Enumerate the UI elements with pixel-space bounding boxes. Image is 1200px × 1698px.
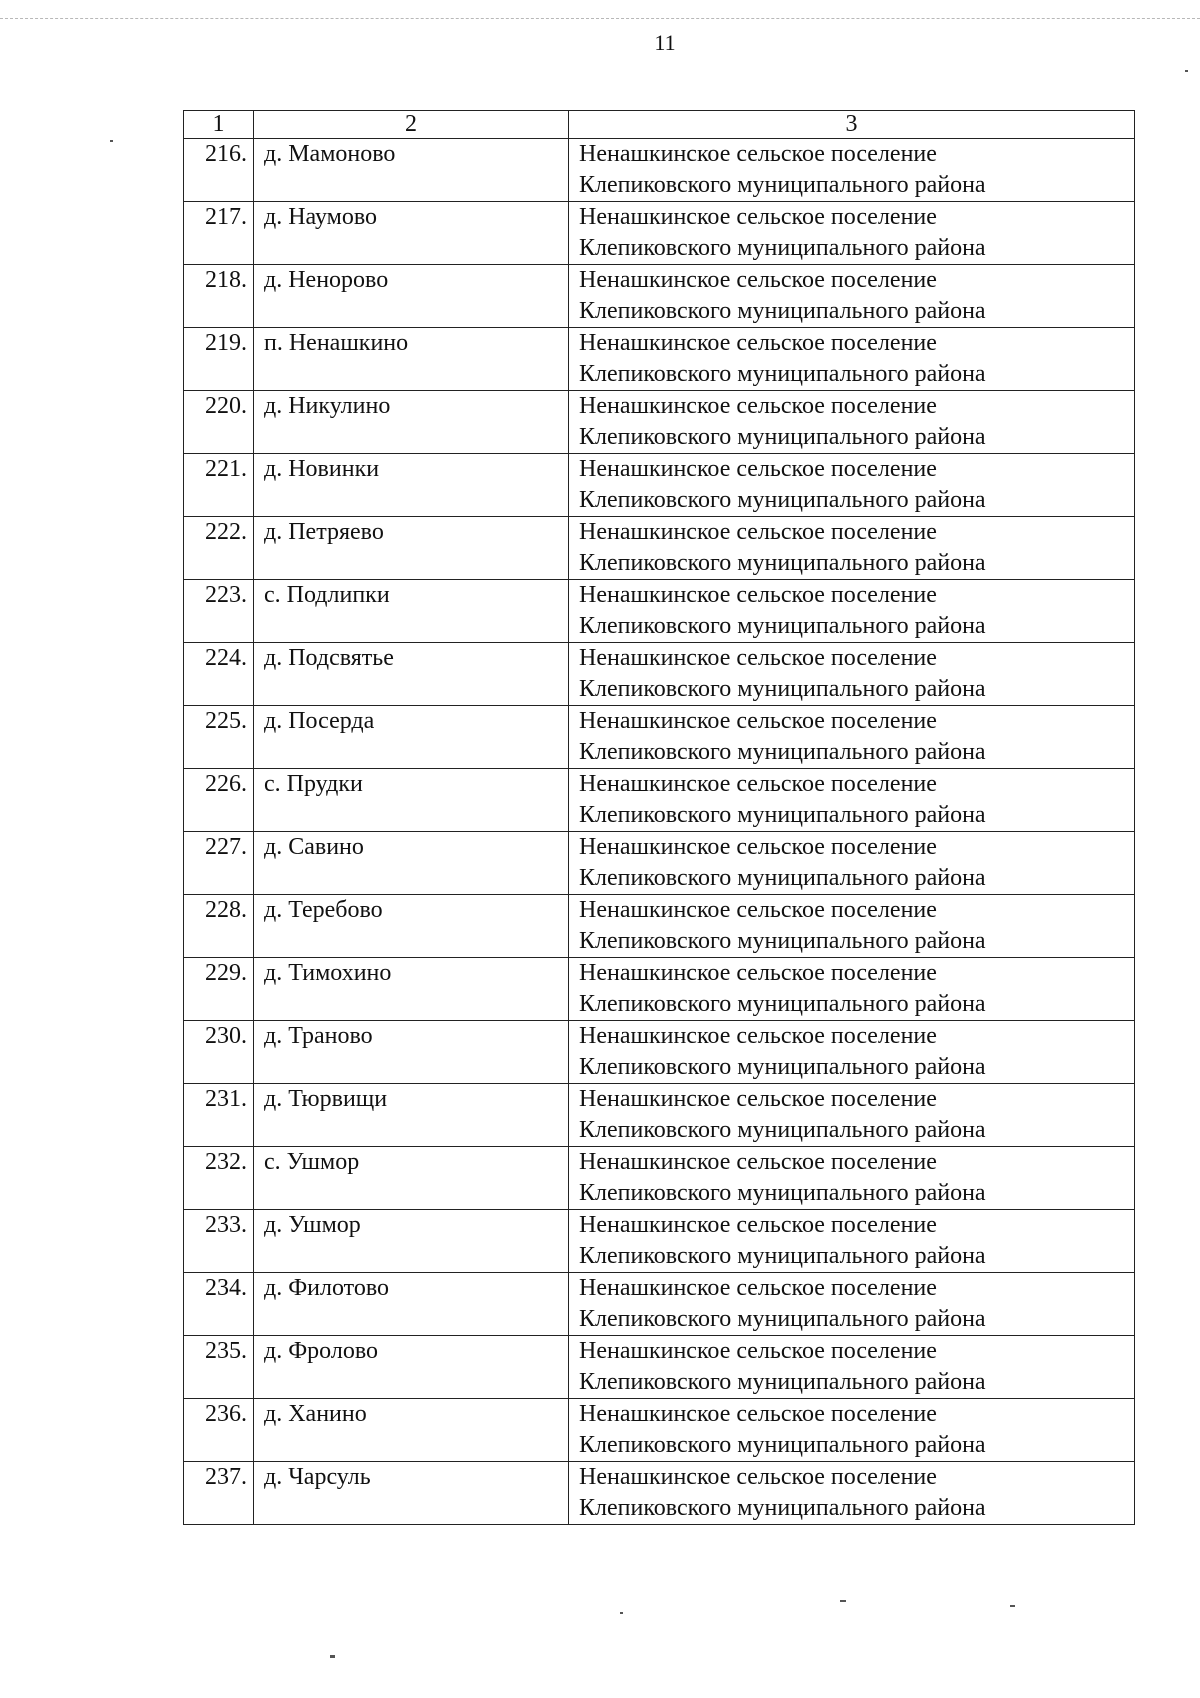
municipality-cell (569, 895, 1135, 958)
table-row (184, 1336, 1135, 1399)
scan-speck (110, 140, 113, 142)
municipality-line-1: Ненашкинское сельское поселение (579, 393, 937, 419)
table-row (184, 1462, 1135, 1525)
municipality-line-1: Ненашкинское сельское поселение (579, 1023, 937, 1049)
settlement-name: с. Прудки (254, 769, 569, 832)
municipality-line-2: Клепиковского муниципального района (579, 298, 986, 324)
municipality-line-2: Клепиковского муниципального района (579, 676, 986, 702)
column-header-municipality: 3 (569, 111, 1135, 139)
municipality-line-2: Клепиковского муниципального района (579, 1117, 986, 1143)
settlement-name: д. Ушмор (254, 1210, 569, 1273)
municipality-line-2: Клепиковского муниципального района (579, 424, 986, 450)
municipality-line-1: Ненашкинское сельское поселение (579, 141, 937, 167)
municipality-cell (569, 1399, 1135, 1462)
row-number: 230. (184, 1021, 254, 1084)
row-number: 236. (184, 1399, 254, 1462)
scan-edge-line (0, 18, 1200, 23)
table-row (184, 1147, 1135, 1210)
municipality-line-2: Клепиковского муниципального района (579, 1243, 986, 1269)
settlement-name: д. Савино (254, 832, 569, 895)
table-row (184, 1399, 1135, 1462)
municipality-line-1: Ненашкинское сельское поселение (579, 330, 937, 356)
scan-speck (620, 1612, 623, 1614)
municipality-cell (569, 958, 1135, 1021)
row-number: 216. (184, 139, 254, 202)
municipality-line-2: Клепиковского муниципального района (579, 865, 986, 891)
municipality-line-2: Клепиковского муниципального района (579, 487, 986, 513)
municipality-line-2: Клепиковского муниципального района (579, 1495, 986, 1521)
scan-speck (1185, 70, 1188, 72)
municipality-cell (569, 1084, 1135, 1147)
table-row (184, 769, 1135, 832)
scan-speck (1010, 1605, 1015, 1607)
municipality-line-1: Ненашкинское сельское поселение (579, 204, 937, 230)
scan-speck (330, 1655, 335, 1658)
settlement-name: с. Ушмор (254, 1147, 569, 1210)
municipality-line-2: Клепиковского муниципального района (579, 991, 986, 1017)
municipality-line-2: Клепиковского муниципального района (579, 1369, 986, 1395)
municipality-line-1: Ненашкинское сельское поселение (579, 645, 937, 671)
municipality-cell (569, 580, 1135, 643)
municipality-line-1: Ненашкинское сельское поселение (579, 1401, 937, 1427)
municipality-cell (569, 517, 1135, 580)
row-number: 231. (184, 1084, 254, 1147)
column-header-settlement: 2 (254, 111, 569, 139)
table-row (184, 580, 1135, 643)
settlement-name: д. Новинки (254, 454, 569, 517)
settlement-name: д. Петряево (254, 517, 569, 580)
row-number: 228. (184, 895, 254, 958)
table-row (184, 706, 1135, 769)
row-number: 224. (184, 643, 254, 706)
municipality-cell (569, 391, 1135, 454)
row-number: 227. (184, 832, 254, 895)
settlement-name: д. Ханино (254, 1399, 569, 1462)
row-number: 219. (184, 328, 254, 391)
municipality-cell (569, 1462, 1135, 1525)
municipality-cell (569, 1273, 1135, 1336)
scan-speck (840, 1600, 846, 1602)
table-row (184, 1084, 1135, 1147)
table-row (184, 454, 1135, 517)
municipality-line-1: Ненашкинское сельское поселение (579, 1338, 937, 1364)
row-number: 226. (184, 769, 254, 832)
settlement-name: д. Теребово (254, 895, 569, 958)
table-row (184, 202, 1135, 265)
municipality-line-1: Ненашкинское сельское поселение (579, 960, 937, 986)
settlement-name: д. Филотово (254, 1273, 569, 1336)
municipality-line-2: Клепиковского муниципального района (579, 739, 986, 765)
municipality-line-2: Клепиковского муниципального района (579, 235, 986, 261)
table-header-row (184, 111, 1135, 139)
settlement-name: д. Траново (254, 1021, 569, 1084)
municipality-line-2: Клепиковского муниципального района (579, 1180, 986, 1206)
municipality-line-1: Ненашкинское сельское поселение (579, 1275, 937, 1301)
municipality-line-1: Ненашкинское сельское поселение (579, 771, 937, 797)
table-row (184, 895, 1135, 958)
municipality-line-1: Ненашкинское сельское поселение (579, 1149, 937, 1175)
settlement-name: д. Посерда (254, 706, 569, 769)
table-row (184, 832, 1135, 895)
municipality-line-1: Ненашкинское сельское поселение (579, 897, 937, 923)
row-number: 232. (184, 1147, 254, 1210)
settlement-name: п. Ненашкино (254, 328, 569, 391)
row-number: 237. (184, 1462, 254, 1525)
settlement-name: д. Тюрвищи (254, 1084, 569, 1147)
table-row (184, 391, 1135, 454)
page-number: 11 (654, 30, 676, 55)
row-number: 217. (184, 202, 254, 265)
settlement-name: д. Ненорово (254, 265, 569, 328)
table-row (184, 1210, 1135, 1273)
municipality-cell (569, 643, 1135, 706)
municipality-line-2: Клепиковского муниципального района (579, 1054, 986, 1080)
municipality-cell (569, 1021, 1135, 1084)
table-row (184, 958, 1135, 1021)
municipality-line-2: Клепиковского муниципального района (579, 1306, 986, 1332)
municipality-cell (569, 1147, 1135, 1210)
table-row (184, 1021, 1135, 1084)
municipality-cell (569, 328, 1135, 391)
settlement-name: с. Подлипки (254, 580, 569, 643)
column-header-number: 1 (184, 111, 254, 139)
municipality-cell (569, 832, 1135, 895)
row-number: 220. (184, 391, 254, 454)
table-row (184, 517, 1135, 580)
settlement-name: д. Фролово (254, 1336, 569, 1399)
row-number: 233. (184, 1210, 254, 1273)
municipality-line-1: Ненашкинское сельское поселение (579, 582, 937, 608)
table-row (184, 328, 1135, 391)
municipality-cell (569, 454, 1135, 517)
row-number: 235. (184, 1336, 254, 1399)
row-number: 222. (184, 517, 254, 580)
municipality-line-1: Ненашкинское сельское поселение (579, 1086, 937, 1112)
municipality-line-2: Клепиковского муниципального района (579, 361, 986, 387)
municipality-cell (569, 1336, 1135, 1399)
table-body (184, 139, 1135, 1525)
table-row (184, 139, 1135, 202)
table-row (184, 643, 1135, 706)
settlement-name: д. Подсвятье (254, 643, 569, 706)
municipality-cell (569, 202, 1135, 265)
settlement-name: д. Тимохино (254, 958, 569, 1021)
row-number: 229. (184, 958, 254, 1021)
row-number: 221. (184, 454, 254, 517)
municipality-line-1: Ненашкинское сельское поселение (579, 1464, 937, 1490)
settlements-table (183, 110, 1135, 1525)
municipality-cell (569, 706, 1135, 769)
settlement-name: д. Чарсуль (254, 1462, 569, 1525)
municipality-line-1: Ненашкинское сельское поселение (579, 267, 937, 293)
table-row (184, 1273, 1135, 1336)
municipality-cell (569, 1210, 1135, 1273)
settlement-name: д. Мамоново (254, 139, 569, 202)
municipality-line-2: Клепиковского муниципального района (579, 172, 986, 198)
municipality-line-1: Ненашкинское сельское поселение (579, 1212, 937, 1238)
row-number: 223. (184, 580, 254, 643)
municipality-line-2: Клепиковского муниципального района (579, 550, 986, 576)
row-number: 225. (184, 706, 254, 769)
row-number: 234. (184, 1273, 254, 1336)
municipality-line-1: Ненашкинское сельское поселение (579, 708, 937, 734)
municipality-line-2: Клепиковского муниципального района (579, 802, 986, 828)
municipality-line-2: Клепиковского муниципального района (579, 1432, 986, 1458)
municipality-line-2: Клепиковского муниципального района (579, 928, 986, 954)
municipality-line-1: Ненашкинское сельское поселение (579, 456, 937, 482)
settlement-name: д. Никулино (254, 391, 569, 454)
municipality-cell (569, 265, 1135, 328)
row-number: 218. (184, 265, 254, 328)
municipality-cell (569, 139, 1135, 202)
settlement-name: д. Наумово (254, 202, 569, 265)
municipality-line-1: Ненашкинское сельское поселение (579, 834, 937, 860)
municipality-cell (569, 769, 1135, 832)
municipality-line-2: Клепиковского муниципального района (579, 613, 986, 639)
municipality-line-1: Ненашкинское сельское поселение (579, 519, 937, 545)
table-row (184, 265, 1135, 328)
